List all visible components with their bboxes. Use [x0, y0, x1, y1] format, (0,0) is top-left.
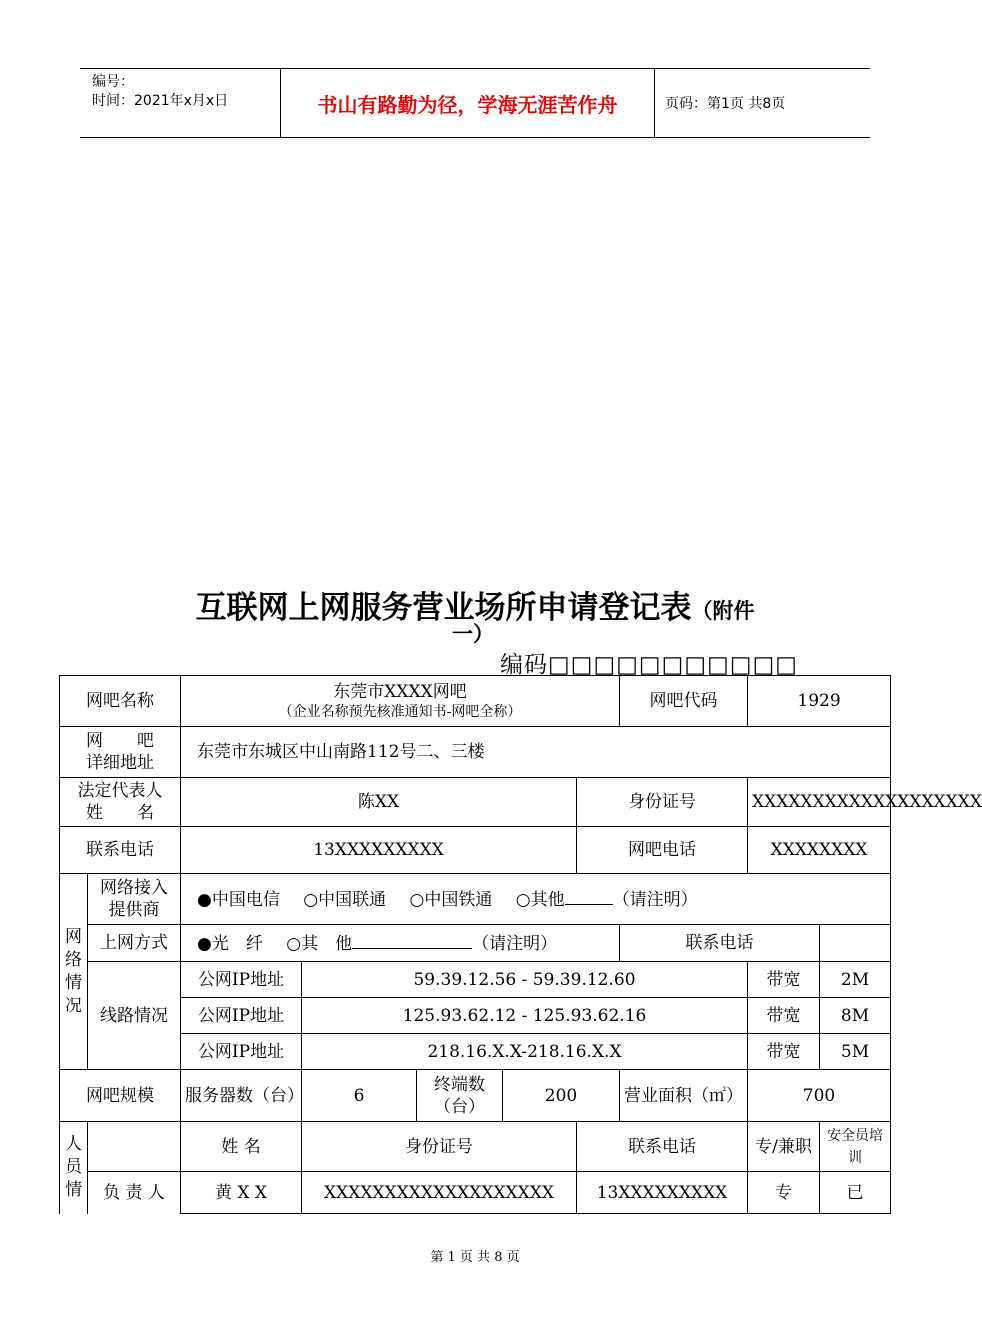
servers-label: 服务器数（台） — [181, 1070, 302, 1122]
line-ip-label: 公网IP地址 — [181, 962, 302, 998]
isp-option-telecom[interactable]: ●中国电信 — [197, 889, 280, 910]
code-field: 编码□□□□□□□□□□□ — [500, 652, 799, 678]
cafe-phone-label: 网吧电话 — [577, 827, 748, 874]
line-ip-value: 59.39.12.56 - 59.39.12.60 — [302, 962, 748, 998]
personnel-name: 黄 X X — [181, 1172, 302, 1214]
row-legal-rep — [60, 778, 891, 827]
address-label — [60, 727, 181, 778]
id-value: XXXXXXXXXXXXXXXXXXX — [748, 778, 891, 827]
personnel-phone: 13XXXXXXXXX — [577, 1172, 748, 1214]
access-label: 上网方式 — [88, 925, 181, 962]
line-label: 线路情况 — [88, 962, 181, 1070]
line-bw-value: 8M — [820, 998, 891, 1034]
address-label-2: 详细地址 — [86, 753, 154, 773]
personnel-header-type: 专/兼职 — [748, 1122, 820, 1172]
access-phone-label: 联系电话 — [620, 925, 820, 962]
line-bw-value: 5M — [820, 1034, 891, 1070]
legal-rep-value: 陈XX — [181, 778, 577, 827]
isp-option-other[interactable]: ○其他 — [515, 889, 565, 910]
personnel-id: XXXXXXXXXXXXXXXXXXX — [302, 1172, 577, 1214]
personnel-training: 已 — [820, 1172, 891, 1214]
access-other-blank[interactable] — [352, 932, 472, 949]
isp-other-blank[interactable] — [565, 888, 613, 905]
address-value: 东莞市东城区中山南路112号二、三楼 — [181, 727, 891, 778]
row-line-1 — [60, 962, 891, 998]
access-option-fiber[interactable]: ●光 纤 — [197, 933, 263, 954]
isp-label: 网络接入提供商 — [88, 874, 181, 925]
header-page-info: 页码：第1页 共8页 — [665, 96, 786, 112]
personnel-header-name: 姓 名 — [181, 1122, 302, 1172]
personnel-header-phone: 联系电话 — [577, 1122, 748, 1172]
legal-rep-label-2: 姓 名 — [86, 803, 154, 823]
page-footer: 第 1 页 共 8 页 — [430, 1250, 520, 1265]
table-row — [60, 1172, 891, 1214]
cafe-phone-value: XXXXXXXX — [748, 827, 891, 874]
isp-option-tietong[interactable]: ○中国铁通 — [409, 889, 493, 910]
personnel-header-id: 身份证号 — [302, 1122, 577, 1172]
cafe-name-label: 网吧名称 — [60, 676, 181, 727]
personnel-section-text: 人员情 — [65, 1134, 82, 1201]
line-ip-value: 125.93.62.12 - 125.93.62.16 — [302, 998, 748, 1034]
cafe-name-value: 东莞市XXXX网吧 — [333, 682, 467, 702]
terminals-value: 200 — [503, 1070, 620, 1122]
row-line-3 — [60, 1034, 891, 1070]
line-bw-label: 带宽 — [748, 1034, 820, 1070]
personnel-header-training: 安全员培训 — [820, 1122, 891, 1172]
isp-note: （请注明） — [612, 889, 698, 910]
row-address — [60, 727, 891, 778]
area-label: 营业面积（㎡） — [620, 1070, 748, 1122]
access-phone-value[interactable] — [820, 925, 891, 962]
contact-phone-value: 13XXXXXXXXX — [181, 827, 577, 874]
network-section-text: 网络情况 — [65, 926, 82, 1016]
legal-rep-label — [60, 778, 181, 827]
line-ip-value: 218.16.X.X-218.16.X.X — [302, 1034, 748, 1070]
row-scale — [60, 1070, 891, 1122]
contact-phone-label: 联系电话 — [60, 827, 181, 874]
header-motto: 书山有路勤为径，学海无涯苦作舟 — [280, 69, 655, 137]
row-access — [60, 925, 891, 962]
registration-form — [59, 675, 982, 1214]
isp-option-unicom[interactable]: ○中国联通 — [303, 889, 387, 910]
personnel-header-empty — [88, 1122, 181, 1172]
page-header — [80, 68, 870, 138]
cafe-name-note: （企业名称预先核准通知书-网吧全称） — [278, 704, 522, 720]
line-bw-value: 2M — [820, 962, 891, 998]
title-attachment-cont: 一） — [452, 622, 494, 646]
line-ip-label: 公网IP地址 — [181, 1034, 302, 1070]
cafe-code-label: 网吧代码 — [620, 676, 748, 727]
scale-label: 网吧规模 — [60, 1070, 181, 1122]
document-number: 编号： — [92, 74, 134, 90]
line-bw-label: 带宽 — [748, 962, 820, 998]
servers-value: 6 — [302, 1070, 417, 1122]
line-ip-label: 公网IP地址 — [181, 998, 302, 1034]
row-personnel-header — [60, 1122, 891, 1172]
header-meta — [80, 69, 280, 137]
legal-rep-label-1: 法定代表人 — [77, 781, 163, 801]
address-label-1: 网 吧 — [86, 731, 154, 751]
title-attachment: （附件 — [691, 599, 755, 623]
row-isp — [60, 874, 891, 925]
terminals-label: 终端数（台） — [417, 1070, 503, 1122]
cafe-name-cell — [181, 676, 620, 727]
document-time: 时间：2021年x月x日 — [92, 93, 229, 109]
cafe-code-value: 1929 — [748, 676, 891, 727]
row-cafe-name — [60, 676, 891, 727]
personnel-section-label — [60, 1122, 88, 1214]
network-section-label — [60, 874, 88, 1070]
access-note: （请注明） — [472, 933, 558, 954]
area-value: 700 — [748, 1070, 891, 1122]
personnel-role: 负 责 人 — [88, 1172, 181, 1214]
row-line-2 — [60, 998, 891, 1034]
title-main: 互联网上网服务营业场所申请登记表 — [195, 590, 692, 626]
access-option-other[interactable]: ○其 他 — [286, 933, 353, 954]
access-options — [181, 925, 620, 962]
personnel-type: 专 — [748, 1172, 820, 1214]
isp-options — [181, 874, 891, 925]
line-bw-label: 带宽 — [748, 998, 820, 1034]
id-label: 身份证号 — [577, 778, 748, 827]
row-phones — [60, 827, 891, 874]
